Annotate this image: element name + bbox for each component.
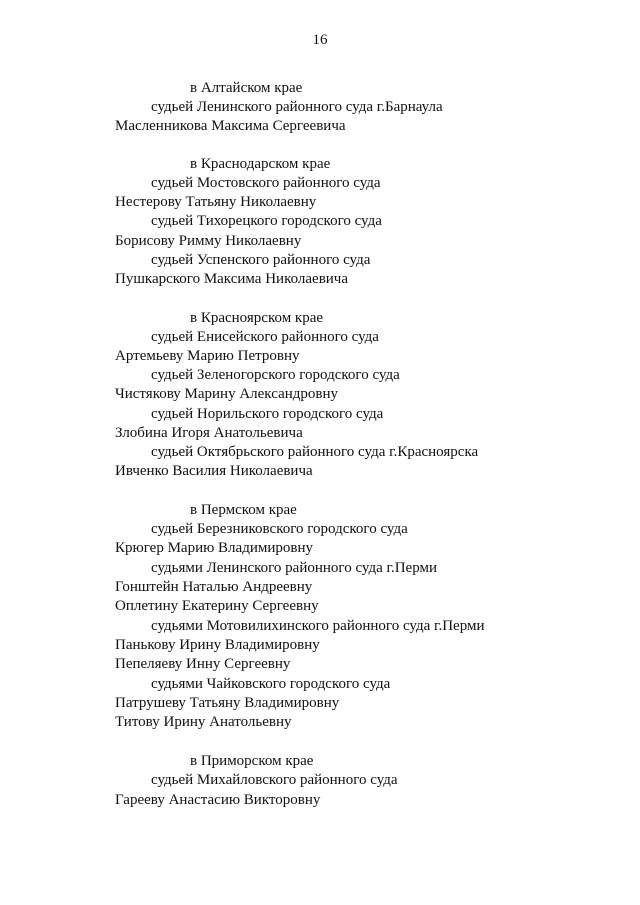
judge-name: Патрушеву Татьяну Владимировну [115,695,340,711]
judge-name: Масленникова Максима Сергеевича [115,118,346,134]
judge-name: Пушкарского Максима Николаевича [115,271,349,287]
region-heading: в Красноярском крае [190,310,324,326]
court-line: судьями Ленинского районного суда г.Перми [151,560,437,576]
judge-name: Гарееву Анастасию Викторовну [115,792,321,808]
judge-name: Пепеляеву Инну Сергеевну [115,656,291,672]
judge-name: Титову Ирину Анатольевну [115,714,292,730]
judge-name: Гонштейн Наталью Андреевну [115,579,313,595]
court-line: судьями Мотовилихинского районного суда г.Перми [151,618,485,634]
page-number: 16 [312,32,328,48]
court-line: судьей Березниковского городского суда [151,521,408,537]
judge-name: Панькову Ирину Владимировну [115,637,320,653]
court-line: судьями Чайковского городского суда [151,676,391,692]
court-line: судьей Михайловского районного суда [151,772,398,788]
court-line: судьей Октябрьского районного суда г.Красноярска [151,444,479,460]
judge-name: Злобина Игоря Анатольевича [115,425,303,441]
judge-name: Борисову Римму Николаевну [115,233,302,249]
court-line: судьей Тихорецкого городского суда [151,213,382,229]
judge-name: Оплетину Екатерину Сергеевну [115,598,319,614]
judge-name: Чистякову Марину Александровну [115,386,338,402]
region-heading: в Пермском крае [190,502,297,518]
court-line: судьей Ленинского районного суда г.Барнаула [151,99,443,115]
region-heading: в Краснодарском крае [190,156,331,172]
court-line: судьей Успенского районного суда [151,252,371,268]
court-line: судьей Норильского городского суда [151,406,384,422]
region-heading: в Алтайском крае [190,80,303,96]
court-line: судьей Мостовского районного суда [151,175,381,191]
region-heading: в Приморском крае [190,753,314,769]
judge-name: Артемьеву Марию Петровну [115,348,300,364]
court-line: судьей Енисейского районного суда [151,329,379,345]
judge-name: Ивченко Василия Николаевича [115,463,313,479]
judge-name: Нестерову Татьяну Николаевну [115,194,317,210]
court-line: судьей Зеленогорского городского суда [151,367,400,383]
judge-name: Крюгер Марию Владимировну [115,540,313,556]
